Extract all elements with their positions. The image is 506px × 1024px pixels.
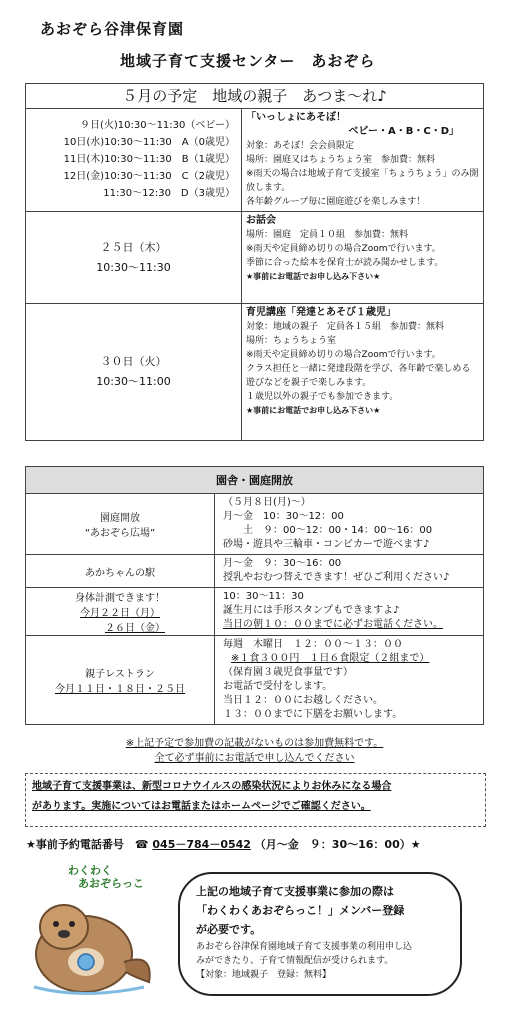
- reservation-note: ★事前にお電話でお申し込み下さい★: [246, 272, 381, 281]
- label-line: “あおぞら広場”: [84, 528, 156, 539]
- bubble-sub-line: あおぞら谷津保育園地域子育て支援事業の利用申し込: [196, 942, 413, 952]
- notice-line: があります。実施についてはお電話またはホームページでご確認ください。: [32, 801, 371, 812]
- detail-line: １歳児以外の親子でも参加できます。: [246, 392, 399, 402]
- bubble-sub-line: 【対象：地域親子 登録：無料】: [196, 970, 332, 980]
- schedule-row1-details: [242, 109, 484, 212]
- date-line: 11日(木)10:30～11:30 B（1歳児）: [63, 154, 235, 165]
- schedule-row3-details: [242, 304, 484, 441]
- detail-line: 月～金 ９：30～16：00: [223, 558, 342, 569]
- label-line: 親子レストラン: [85, 669, 155, 680]
- schedule-row3-dates: [26, 304, 242, 441]
- label-line: 今月１１日・１８日・２５日: [55, 684, 185, 695]
- detail-line: クラス担任と一緒に発達段階を学び、各年齢で楽しめる遊びなどを親子で楽しみます。: [246, 364, 471, 388]
- detail-line: 場所：園庭 定員１０組 参加費：無料: [246, 230, 409, 240]
- detail-line: ※雨天の場合は地域子育て支援室「ちょうちょう」のみ開放します。: [246, 169, 479, 193]
- date-line: 10日(水)10:30～11:30 A（0歳児）: [63, 137, 235, 148]
- fee-notes: [25, 736, 484, 766]
- detail-line: 場所：ちょうちょう室: [246, 336, 337, 346]
- phone-number[interactable]: 045－784－0542: [152, 838, 251, 851]
- reservation-phone: [26, 836, 421, 852]
- mascot-title: [68, 864, 144, 890]
- reservation-note: ★事前にお電話でお申し込み下さい★: [246, 406, 381, 415]
- detail-line: 対象：あそぼ！会会員限定: [246, 141, 355, 151]
- detail-line: お電話で受付をします。: [223, 681, 333, 692]
- detail-line: （５月８日(月)～）: [223, 497, 311, 508]
- open-row-restaurant-details: [215, 636, 484, 725]
- membership-bubble: [178, 872, 462, 996]
- bubble-line: が必要です。: [196, 923, 262, 936]
- schedule-row2-dates: [26, 212, 242, 304]
- covid-notice-box: [25, 773, 486, 827]
- open-row-garden-details: [215, 494, 484, 555]
- detail-line: ※雨天や定員締め切りの場合Zoomで行います。: [246, 244, 441, 254]
- detail-line: 対象：地域の親子 定員各１５組 参加費：無料: [246, 322, 445, 332]
- bubble-sub-line: みができたり、子育て情報配信が受けられます。: [196, 956, 394, 966]
- mascot-title-line: あおぞらっこ: [78, 877, 144, 890]
- open-row-baby-label: [26, 555, 215, 588]
- time-line: 10:30～11:30: [96, 260, 171, 274]
- date-line: ９日(火)10:30～11:30（ベビー）: [79, 120, 235, 131]
- organization-name: あおぞら谷津保育園: [40, 20, 185, 38]
- date-line: ３０日（火）: [100, 355, 167, 368]
- date-line: ２５日（木）: [100, 240, 167, 254]
- detail-line: 授乳やおむつ替えできます！ぜひご利用ください♪: [223, 572, 450, 583]
- bubble-line: 上記の地域子育て支援事業に参加の際は: [196, 885, 394, 898]
- open-row-restaurant-label: [26, 636, 215, 725]
- event-title: 「いっしょにあそぼ！: [246, 112, 346, 123]
- facility-open-table: [25, 466, 484, 725]
- detail-line: ※１食３００円 １日６食限定（２組まで）: [231, 653, 430, 664]
- open-title: 園舎・園庭開放: [26, 467, 484, 494]
- phone-label: ★事前予約電話番号 ☎: [26, 838, 149, 851]
- event-title: 育児講座「発達とあそび１歳児」: [246, 307, 396, 318]
- detail-line: （保育園３歳児食事量です）: [223, 667, 353, 678]
- mascot-title-line: わくわく: [68, 864, 112, 877]
- detail-line: 場所：園庭又はちょうちょう室 参加費：無料: [246, 155, 436, 165]
- detail-line: 季節に合った絵本を保育士が読み聞かせします。: [246, 258, 444, 268]
- phone-hours: （月～金 ９：30～16：00）★: [254, 838, 421, 851]
- open-row-baby-details: [215, 555, 484, 588]
- detail-line: 月～金 10：30～12：00: [223, 511, 344, 522]
- label-line: 今月２２日（月）: [80, 608, 160, 619]
- center-name: 地域子育て支援センター あおぞら: [120, 52, 376, 70]
- event-title: お話会: [246, 215, 276, 226]
- label-line: 園庭開放: [100, 513, 140, 524]
- date-line: 11:30～12:30 D（3歳児）: [103, 188, 235, 199]
- schedule-row1-dates: [26, 109, 242, 212]
- detail-line: ※雨天や定員締め切りの場合Zoomで行います。: [246, 350, 441, 360]
- schedule-title: ５月の予定 地域の親子 あつま～れ♪: [26, 84, 484, 109]
- detail-line: 毎週 木曜日 １２：００～１３：００: [223, 639, 403, 650]
- event-title-cont: ベビー・A・B・C・D」: [348, 126, 459, 137]
- date-line: 12日(金)10:30～11:30 C（2歳児）: [63, 171, 235, 182]
- open-row-measure-details: [215, 588, 484, 636]
- otter-mascot-icon: [14, 892, 164, 1002]
- detail-line: 各年齢グループ毎に園庭遊びを楽しみます！: [246, 197, 426, 207]
- detail-line: 誕生月には手形スタンプもできますよ♪: [223, 605, 400, 616]
- label-line: あかちゃんの駅: [85, 567, 155, 579]
- label-line: 身体計測できます！: [75, 593, 165, 604]
- open-row-measure-label: [26, 588, 215, 636]
- label-line: ２６日（金）: [105, 623, 165, 634]
- open-row-garden-label: [26, 494, 215, 555]
- note-line: ※上記予定で参加費の記載がないものは参加費無料です。: [125, 738, 384, 749]
- may-schedule-table: [25, 83, 484, 441]
- detail-line: 砂場・遊具や三輪車・コンビカーで遊べます♪: [223, 539, 430, 550]
- bubble-line: 「わくわくあおぞらっこ！」メンバー登録: [196, 904, 405, 917]
- detail-line: 10：30～11：30: [223, 591, 304, 602]
- notice-line: 地域子育て支援事業は、新型コロナウイルスの感染状況によりお休みになる場合: [32, 781, 392, 792]
- detail-line: 当日１２：００にお越しください。: [223, 695, 383, 706]
- time-line: 10:30～11:00: [96, 375, 171, 388]
- schedule-row2-details: [242, 212, 484, 304]
- detail-line: １３：００までに下膳をお願いします。: [223, 709, 403, 720]
- detail-line: 当日の朝１０：００までに必ずお電話ください。: [223, 619, 443, 630]
- note-line: 全て必ず事前にお電話で申し込んでください: [154, 753, 355, 764]
- detail-line: 土 ９：00～12：00・14：00～16：00: [223, 525, 433, 536]
